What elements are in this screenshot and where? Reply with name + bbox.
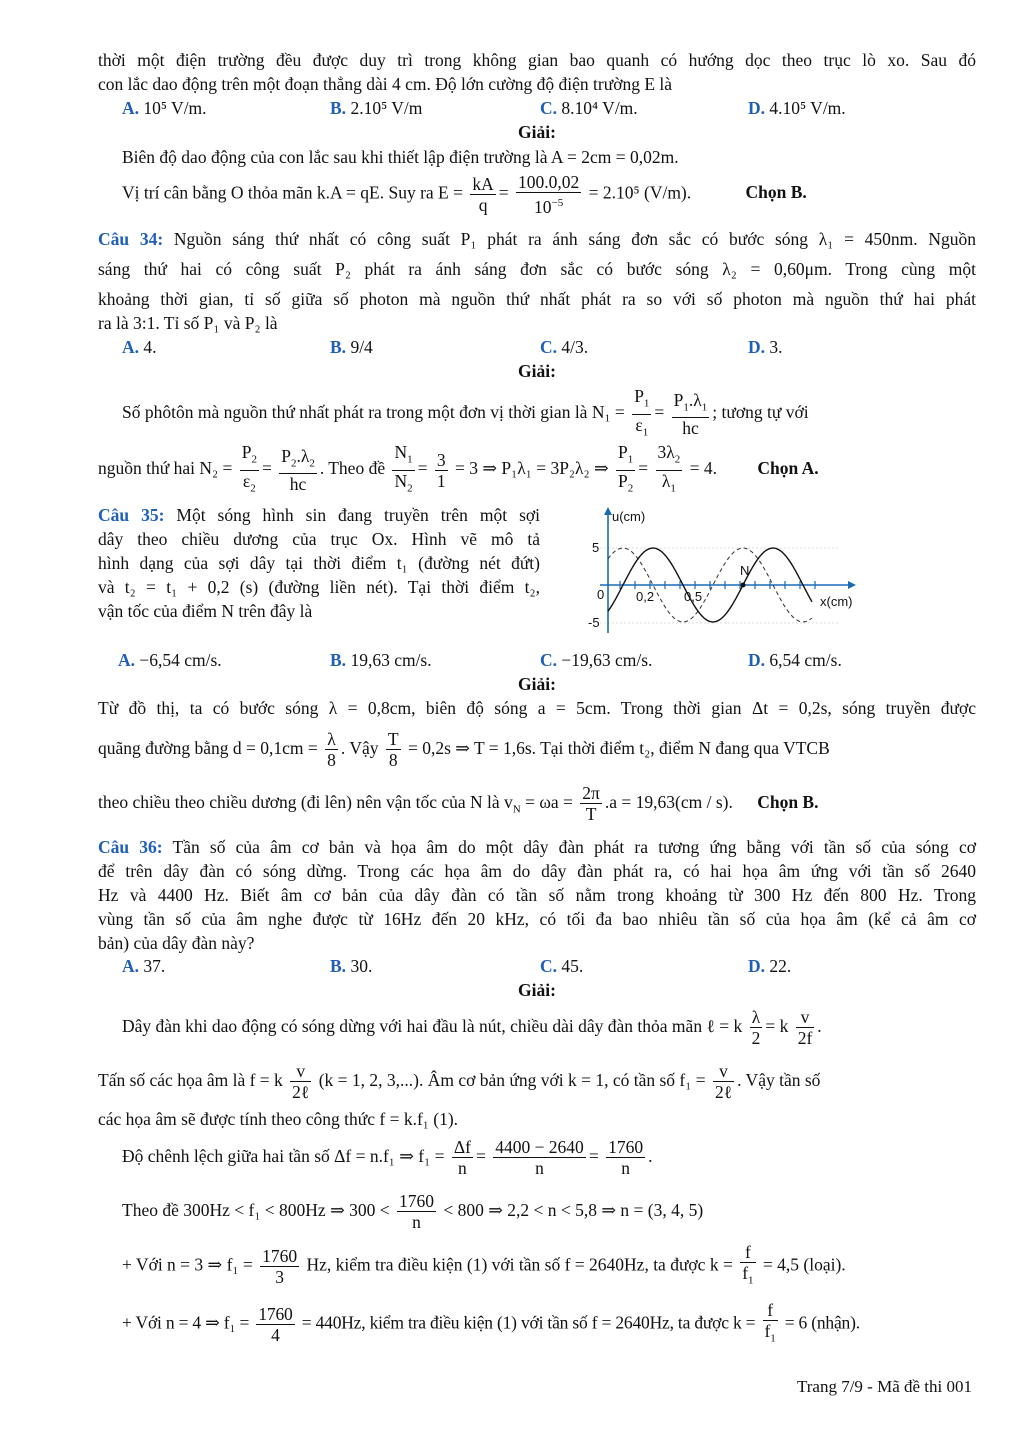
option-d: D. 22.	[748, 956, 792, 976]
option-b: B. 19,63 cm/s.	[330, 650, 432, 670]
text-line: ra là 3:1. Tỉ số P₁ và P₂ là	[98, 313, 278, 333]
solution-line: Theo đề 300Hz < f₁ < 800Hz ⇒ 300 < $\frac{1760}{n}$ < 800 ⇒ 2,2 < n < 5,8 ⇒ n = (3, 4, 5)	[122, 1191, 704, 1233]
text-line: Hz và 4400 Hz. Biết âm cơ bản của dây đàn có tần số nằm trong khoảng từ 300 Hz đến 800 Hz. Trong	[98, 885, 976, 905]
option-a: A. −6,54 cm/s.	[118, 650, 222, 670]
y-axis-label: u(cm)	[612, 509, 646, 524]
solution-title: Giải:	[518, 122, 556, 142]
solution-line: Tấn số các họa âm là f = k v 2ℓ (k = 1, 2, 3,...). Âm cơ bản ứng với k = 1, có tần số f₁ = v 2ℓ . Vậy tần số	[98, 1061, 821, 1103]
fraction: $\frac{kA}{q}$	[472, 173, 494, 215]
fraction: $\frac{2\pi}{T}$	[582, 783, 600, 825]
fraction: $\frac{\lambda}{8}$	[327, 729, 336, 771]
origin-label: 0	[597, 587, 605, 602]
fraction: v 2ℓ	[292, 1061, 310, 1103]
fraction: $\frac{1760}{4}$	[258, 1303, 293, 1345]
option-a: A. 4.	[122, 337, 157, 357]
fraction: $\frac{\lambda}{2}$	[751, 1007, 761, 1049]
fraction: $\frac{1760}{n}$	[399, 1191, 434, 1233]
solution-line: Từ đồ thị, ta có bước sóng λ = 0,8cm, biên độ sóng a = 5cm. Trong thời gian Δt = 0,2s, sóng truyền được	[98, 698, 976, 718]
solution-line: các họa âm sẽ được tính theo công thức f = k.f₁ (1).	[98, 1109, 459, 1129]
text-line: vùng tần số của âm nghe được từ 16Hz đến 20 kHz, có tối đa bao nhiêu tần số của họa âm (kể cả âm cơ	[98, 909, 976, 929]
x-tick-label: 0,2	[636, 589, 655, 604]
fraction: $\frac{P_2.\lambda_2}{hc}$	[281, 445, 315, 495]
solution-line: Số phôtôn mà nguồn thứ nhất phát ra trong một đơn vị thời gian là N₁ = $\frac{P_1}{\varepsilon_1}$ = $\frac{P_1.\lambda_1}{hc}$ ; tương tự với	[122, 386, 976, 442]
option-a: A. 37.	[122, 956, 166, 976]
solution-line: Biên độ dao động của con lắc sau khi thiết lập điện trường là A = 2cm = 0,02m.	[122, 147, 679, 167]
solution-line: theo chiều theo chiều dương (đi lên) nên vận tốc của N là $v_N = \omega a$ = $\frac{2\pi}{T}$ .a = 19,63(cm / s). Chọn B.	[98, 783, 819, 825]
solution-line: Dây đàn khi dao động có sóng dừng với hai đầu là nút, chiều dài dây đàn thỏa mãn ℓ = k $\frac{\lambda}{2}$ = k $\frac{v}{2f}$ .	[122, 1007, 822, 1049]
option-d: D. 3.	[748, 337, 783, 357]
option-d: D. 6,54 cm/s.	[748, 650, 842, 670]
fraction: $\frac{100.0,02}{10^{-5}}$	[518, 172, 580, 217]
fraction: $\frac{3}{1}$	[436, 449, 446, 491]
option-c: C. −19,63 cm/s.	[540, 650, 653, 670]
point-label: N	[740, 563, 750, 578]
y-tick-label: -5	[588, 615, 600, 630]
fraction: $\frac{P_1}{\varepsilon_1}$	[634, 386, 650, 438]
solution-line: nguồn thứ hai N₂ = $\frac{P_2}{\varepsilon_2}$ = $\frac{P_2.\lambda_2}{hc}$ . Theo đề $\frac{N_1}{N_2}$ = $\frac{3}{1}$ = 3 ⇒ P₁λ₁ = 3P₂λ₂ ⇒ $\frac{P_1}{P_2}$ = $\frac{3\lambda_2}{\lambda_1}$ = 4. Chọn A.	[98, 442, 976, 498]
question-34: Câu 34: Nguồn sáng thứ nhất có công suất P₁ phát ra ánh sáng đơn sắc có bước sóng λ₁ = 450nm. Nguồn	[98, 229, 977, 249]
fraction: $\frac{P_1}{P_2}$	[618, 442, 634, 494]
point-n	[741, 583, 746, 588]
fraction: $\frac{v}{2f}$	[797, 1007, 813, 1049]
fraction: $\frac{4400 - 2640}{n}$	[495, 1137, 584, 1179]
solution-title: Giải:	[518, 361, 556, 381]
fraction: $\frac{T}{8}$	[387, 729, 399, 771]
fraction: $\frac{P_1.\lambda_1}{hc}$	[673, 389, 708, 439]
text-line: con lắc dao động trên một đoạn thẳng dài 4 cm. Độ lớn cường độ điện trường E là	[98, 74, 673, 94]
option-d: D. 4.10⁵ V/m.	[748, 98, 846, 118]
text-line: bản) của dây đàn này?	[98, 933, 255, 953]
fraction: $\frac{3\lambda_2}{\lambda_1}$	[657, 442, 681, 494]
option-b: B. 30.	[330, 956, 373, 976]
fraction: $\frac{1760}{3}$	[262, 1245, 298, 1287]
wave-graph	[580, 503, 860, 643]
question-35: Câu 35: Một sóng hình sin đang truyền trên một sợi dây theo chiều dương của trục Ox. Hình vẽ mô tả hình dạng của sợi dây tại thời điểm t₁ (đường nét đứt) và t₂ = t₁ + 0,2 (s) (đường liền nét). Tại thời điểm t₂, vận tốc của điểm N trên đây là	[98, 505, 540, 621]
solution-title: Giải:	[518, 674, 556, 694]
fraction: $\frac{P_2}{\varepsilon_2}$	[241, 442, 257, 494]
y-tick-label: 5	[592, 540, 600, 555]
fraction: v 2ℓ	[714, 1061, 733, 1103]
text-line: sáng thứ hai có công suất P₂ phát ra ánh sáng đơn sắc có bước sóng λ₂ = 0,60μm. Trong cùng một	[98, 259, 976, 279]
solution-line: Vị trí cân bằng O thỏa mãn k.A = qE. Suy ra E = $\frac{kA}{q}$ = $\frac{100.0,02}{10^{-5}}$ = 2.10⁵ (V/m). Chọn B.	[122, 172, 807, 217]
option-c: C. 4/3.	[540, 337, 589, 357]
option-b: B. 9/4	[330, 337, 373, 357]
option-b: B. 2.10⁵ V/m	[330, 98, 423, 118]
fraction: $\frac{1760}{n}$	[608, 1137, 644, 1179]
question-36: Câu 36: Tần số của âm cơ bản và họa âm do một dây đàn phát ra tương ứng bằng với tần số của sóng cơ	[98, 837, 976, 857]
text-line: thời một điện trường đều được duy trì trong không gian bao quanh có hướng dọc theo trục lò xo. Sau đó	[98, 50, 976, 70]
fraction: $\frac{\Delta f}{n}$	[453, 1137, 471, 1179]
option-c: C. 8.10⁴ V/m.	[540, 98, 638, 118]
solution-line: + Với n = 4 ⇒ f₁ = $\frac{1760}{4}$ = 440Hz, kiểm tra điều kiện (1) với tần số f = 2640Hz, ta được k = $\frac{f}{f_1}$ = 6 (nhận).	[122, 1300, 860, 1349]
fraction: $\frac{f}{f_1}$	[742, 1242, 754, 1287]
solution-title: Giải:	[518, 980, 556, 1000]
option-a: A. 10⁵ V/m.	[122, 98, 207, 118]
solution-line: + Với n = 3 ⇒ f₁ = $\frac{1760}{3}$ Hz, kiểm tra điều kiện (1) với tần số f = 2640Hz, ta được k = $\frac{f}{f_1}$ = 4,5 (loại).	[122, 1242, 846, 1291]
page-footer: Trang 7/9 - Mã đề thi 001	[796, 1377, 972, 1396]
fraction: $\frac{f}{f_1}$	[764, 1300, 776, 1345]
fraction: $\frac{N_1}{N_2}$	[394, 442, 413, 494]
text-line: để trên dây đàn có sóng dừng. Trong các họa âm do dây đàn phát ra, có hai họa âm ứng với tần số 2640	[98, 861, 976, 881]
x-tick-label: 0,5	[684, 589, 703, 604]
x-axis-label: x(cm)	[820, 594, 853, 609]
solution-line: quãng đường bằng d = 0,1cm = $\frac{\lambda}{8}$ . Vậy $\frac{T}{8}$ = 0,2s ⇒ T = 1,6s. Tại thời điểm t₂, điểm N đang qua VTCB	[98, 729, 830, 771]
option-c: C. 45.	[540, 956, 584, 976]
solution-line: Độ chênh lệch giữa hai tần số Δf = n.f₁ ⇒ f₁ = $\frac{\Delta f}{n}$ = $\frac{4400 - 2640}{n}$ = $\frac{1760}{n}$ .	[122, 1137, 653, 1179]
text-line: khoảng thời gian, tỉ số giữa số photon mà nguồn thứ nhất phát ra so với số photon mà nguồn thứ hai phát	[98, 289, 976, 309]
